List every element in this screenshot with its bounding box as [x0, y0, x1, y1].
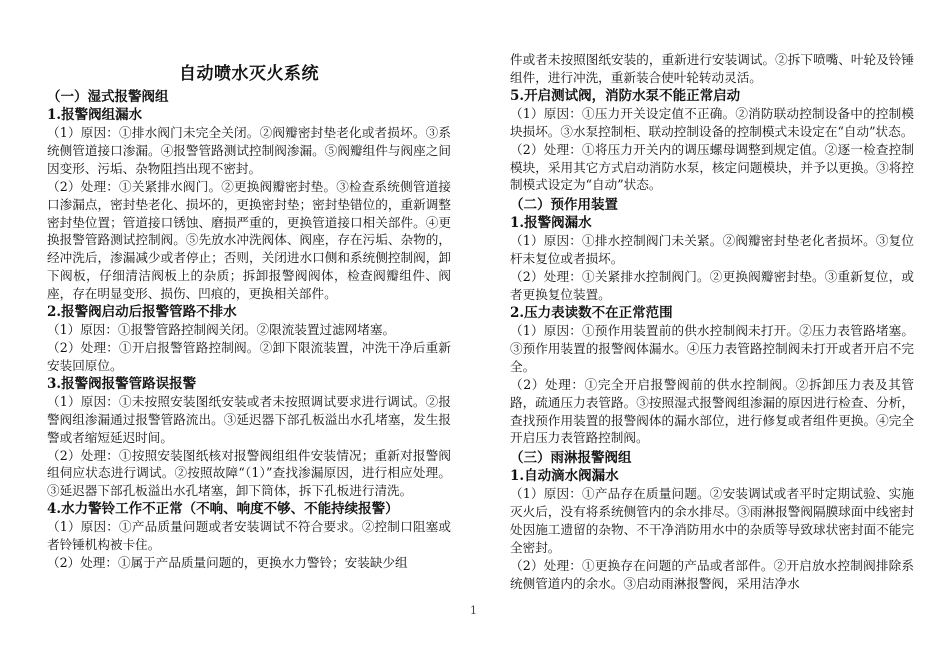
paragraph: （1）原因：①预作用装置前的供水控制阀未打开。②压力表管路堵塞。③预作用装置的报警阀体漏水。④压力表管路控制阀未打开或者开启不完全。: [510, 322, 914, 374]
subheading: 5.开启测试阀，消防水泵不能正常启动: [510, 87, 741, 104]
subheading: 4.水力警铃工作不正常（不响、响度不够、不能持续报警）: [47, 501, 399, 518]
paragraph: （1）原因：①排水阀门未完全关闭。②阀瓣密封垫老化或者损坏。③系统侧管道接口渗漏。④报警管路测试控制阀渗漏。⑤阀瓣组件与阀座之间因变形、污垢、杂物阻挡出现不密封。: [47, 125, 451, 176]
paragraph: （2）处理：①关紧排水控制阀门。②更换阀瓣密封垫。③重新复位，或者更换复位装置。: [510, 269, 914, 303]
paragraph: 件或者未按照图纸安装的，重新进行安装调试。②拆下喷嘴、叶轮及铃锤组件，进行冲洗，重新装合使叶轮转动灵活。: [510, 52, 914, 85]
paragraph: （2）处理：①更换存在问题的产品或者部件。②开启放水控制阀排除系统侧管道内的余水。③启动雨淋报警阀，采用洁净水: [510, 557, 914, 591]
paragraph: （1）原因：①产品质量问题或者安装调试不符合要求。②控制口阻塞或者铃锤机构被卡住。: [47, 519, 451, 553]
section-heading-deluge: （三）雨淋报警阀组: [510, 450, 632, 467]
subheading: 1.报警阀漏水: [510, 215, 592, 232]
paragraph: （2）处理：①开启报警管路控制阀。②卸下限流装置，冲洗干净后重新安装回原位。: [47, 339, 451, 373]
paragraph: （1）原因：①报警管路控制阀关闭。②限流装置过滤网堵塞。: [47, 322, 396, 338]
paragraph: （2）处理：①完全开启报警阀前的供水控制阀。②拆卸压力表及其管路，疏通压力表管路。③按照湿式报警阀组渗漏的原因进行检查、分析，查找预作用装置的报警阀体的漏水部位，进行修复或者组件更换。④完全开启压力表管路控制阀。: [510, 376, 914, 446]
section-heading-wet-alarm: （一）湿式报警阀组: [47, 89, 169, 105]
document-title: 自动喷水灭火系统: [179, 64, 319, 84]
paragraph: （2）处理：①按照安装图纸核对报警阀组组件安装情况；重新对报警阀组伺应状态进行调试。②按照故障“（1）”查找渗漏原因，进行相应处理。③延迟器下部孔板溢出水孔堵塞，卸下筒体，拆下孔板进行清洗。: [47, 447, 451, 499]
subheading: 3.报警阀报警管路误报警: [47, 375, 197, 392]
paragraph: （1）原因：①未按照安装图纸安装或者未按照调试要求进行调试。②报警阀组渗漏通过报警管路流出。③延迟器下部孔板溢出水孔堵塞，发生报警或者缩短延迟时间。: [47, 393, 451, 445]
paragraph: （2）处理：①将压力开关内的调压螺母调整到规定值。②逐一检查控制模块，采用其它方式启动消防水泵，核定问题模块，并予以更换。③将控制模式设定为“自动”状态。: [510, 141, 914, 193]
subheading: 1.报警阀组漏水: [47, 107, 143, 123]
subheading: 2.压力表读数不在正常范围: [510, 304, 673, 321]
right-column: [510, 0, 914, 593]
page-number: 1: [470, 604, 477, 617]
paragraph: （2）处理：①属于产品质量问题的，更换水力警铃；安装缺少组: [47, 555, 408, 571]
left-column: [47, 0, 451, 572]
subheading: 2.报警阀启动后报警管路不排水: [47, 304, 237, 321]
paragraph: （2）处理：①关紧排水阀门。②更换阀瓣密封垫。③检查系统侧管道接口渗漏点，密封垫老化、损坏的，更换密封垫；密封垫错位的，重新调整密封垫位置；管道接口锈蚀、磨损严重的，更换管道接口相关部件。④更换报警管路测试控制阀。⑤先放水冲洗阀体、阀座，存在污垢、杂物的，经冲洗后，渗漏减少或者停止；否则，关闭进水口侧和系统侧控制阀，卸下阀板，仔细清洁阀板上的杂质；拆卸报警阀阀体，检查阀瓣组件、阀座，存在明显变形、损伤、凹痕的，更换相关部件。: [47, 178, 451, 302]
section-heading-preaction: （二）预作用装置: [510, 197, 618, 214]
paragraph: （1）原因：①压力开关设定值不正确。②消防联动控制设备中的控制模块损坏。③水泵控制柜、联动控制设备的控制模式未设定在“自动”状态。: [510, 105, 914, 139]
paragraph: （1）原因：①产品存在质量问题。②安装调试或者平时定期试验、实施灭火后，没有将系统侧管内的余水排尽。③雨淋报警阀隔膜球面中线密封处因施工遗留的杂物、不干净消防用水中的杂质等导致球状密封面不能完全密封。: [510, 486, 914, 556]
paragraph: （1）原因：①排水控制阀门未关紧。②阀瓣密封垫老化者损坏。③复位杆未复位或者损坏。: [510, 233, 914, 267]
subheading: 1.自动滴水阀漏水: [510, 468, 619, 485]
